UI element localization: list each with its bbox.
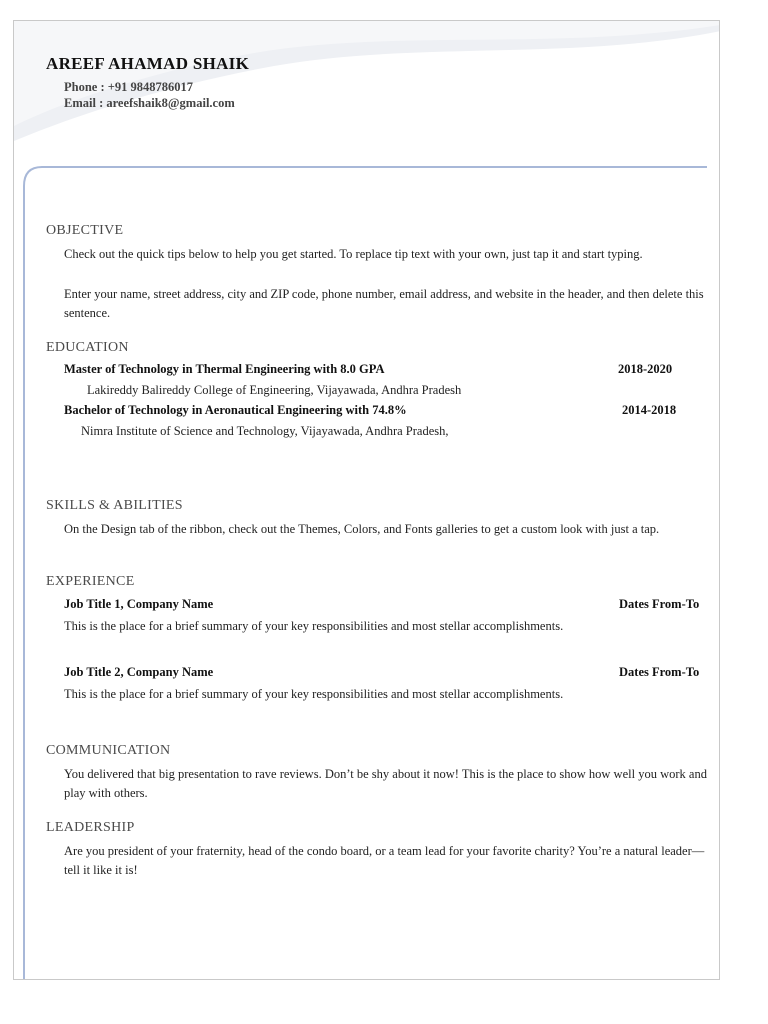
objective-heading: OBJECTIVE [46, 223, 124, 238]
job-dates-1: Dates From-To [619, 597, 700, 611]
phone-number: Phone : +91 9848786017 [64, 80, 193, 94]
leadership-paragraph: Are you president of your fraternity, head of the condo board, or a team lead for your favorite charity? You’re a natural leader—tell it like it is! [64, 844, 705, 877]
job-dates-2: Dates From-To [619, 665, 700, 679]
job-title-1: Job Title 1, Company Name [64, 597, 214, 611]
job-summary-1: This is the place for a brief summary of your key responsibilities and most stellar accomplishments. [64, 619, 564, 633]
education-dates-2: 2014-2018 [622, 403, 677, 417]
skills-paragraph: On the Design tab of the ribbon, check out the Themes, Colors, and Fonts galleries to get a custom look with just a tap. [64, 522, 660, 536]
education-heading: EDUCATION [46, 340, 129, 355]
education-institution-1: Lakireddy Balireddy College of Engineering, Vijayawada, Andhra Pradesh [87, 383, 462, 397]
resume-page [13, 20, 720, 980]
objective-paragraph-1: Check out the quick tips below to help you get started. To replace tip text with your own, just tap it and start typing. [64, 247, 643, 261]
education-degree-2: Bachelor of Technology in Aeronautical Engineering with 74.8% [64, 403, 407, 417]
job-title-2: Job Title 2, Company Name [64, 665, 214, 679]
experience-heading: EXPERIENCE [46, 574, 135, 589]
job-summary-2: This is the place for a brief summary of your key responsibilities and most stellar accomplishments. [64, 687, 564, 701]
education-institution-2: Nimra Institute of Science and Technology, Vijayawada, Andhra Pradesh, [81, 424, 449, 438]
candidate-name: AREEF AHAMAD SHAIK [46, 54, 250, 73]
education-degree-1: Master of Technology in Thermal Engineering with 8.0 GPA [64, 362, 385, 376]
education-dates-1: 2018-2020 [618, 362, 673, 376]
communication-heading: COMMUNICATION [46, 743, 171, 758]
skills-heading: SKILLS & ABILITIES [46, 498, 183, 513]
objective-paragraph-2: Enter your name, street address, city and ZIP code, phone number, email address, and website in the header, and then delete this sentence. [64, 287, 704, 320]
communication-paragraph: You delivered that big presentation to rave reviews. Don’t be shy about it now! This is the place to show how well you work and play with others. [64, 767, 707, 800]
email-address: Email : areefshaik8@gmail.com [64, 96, 235, 110]
leadership-heading: LEADERSHIP [46, 820, 135, 835]
